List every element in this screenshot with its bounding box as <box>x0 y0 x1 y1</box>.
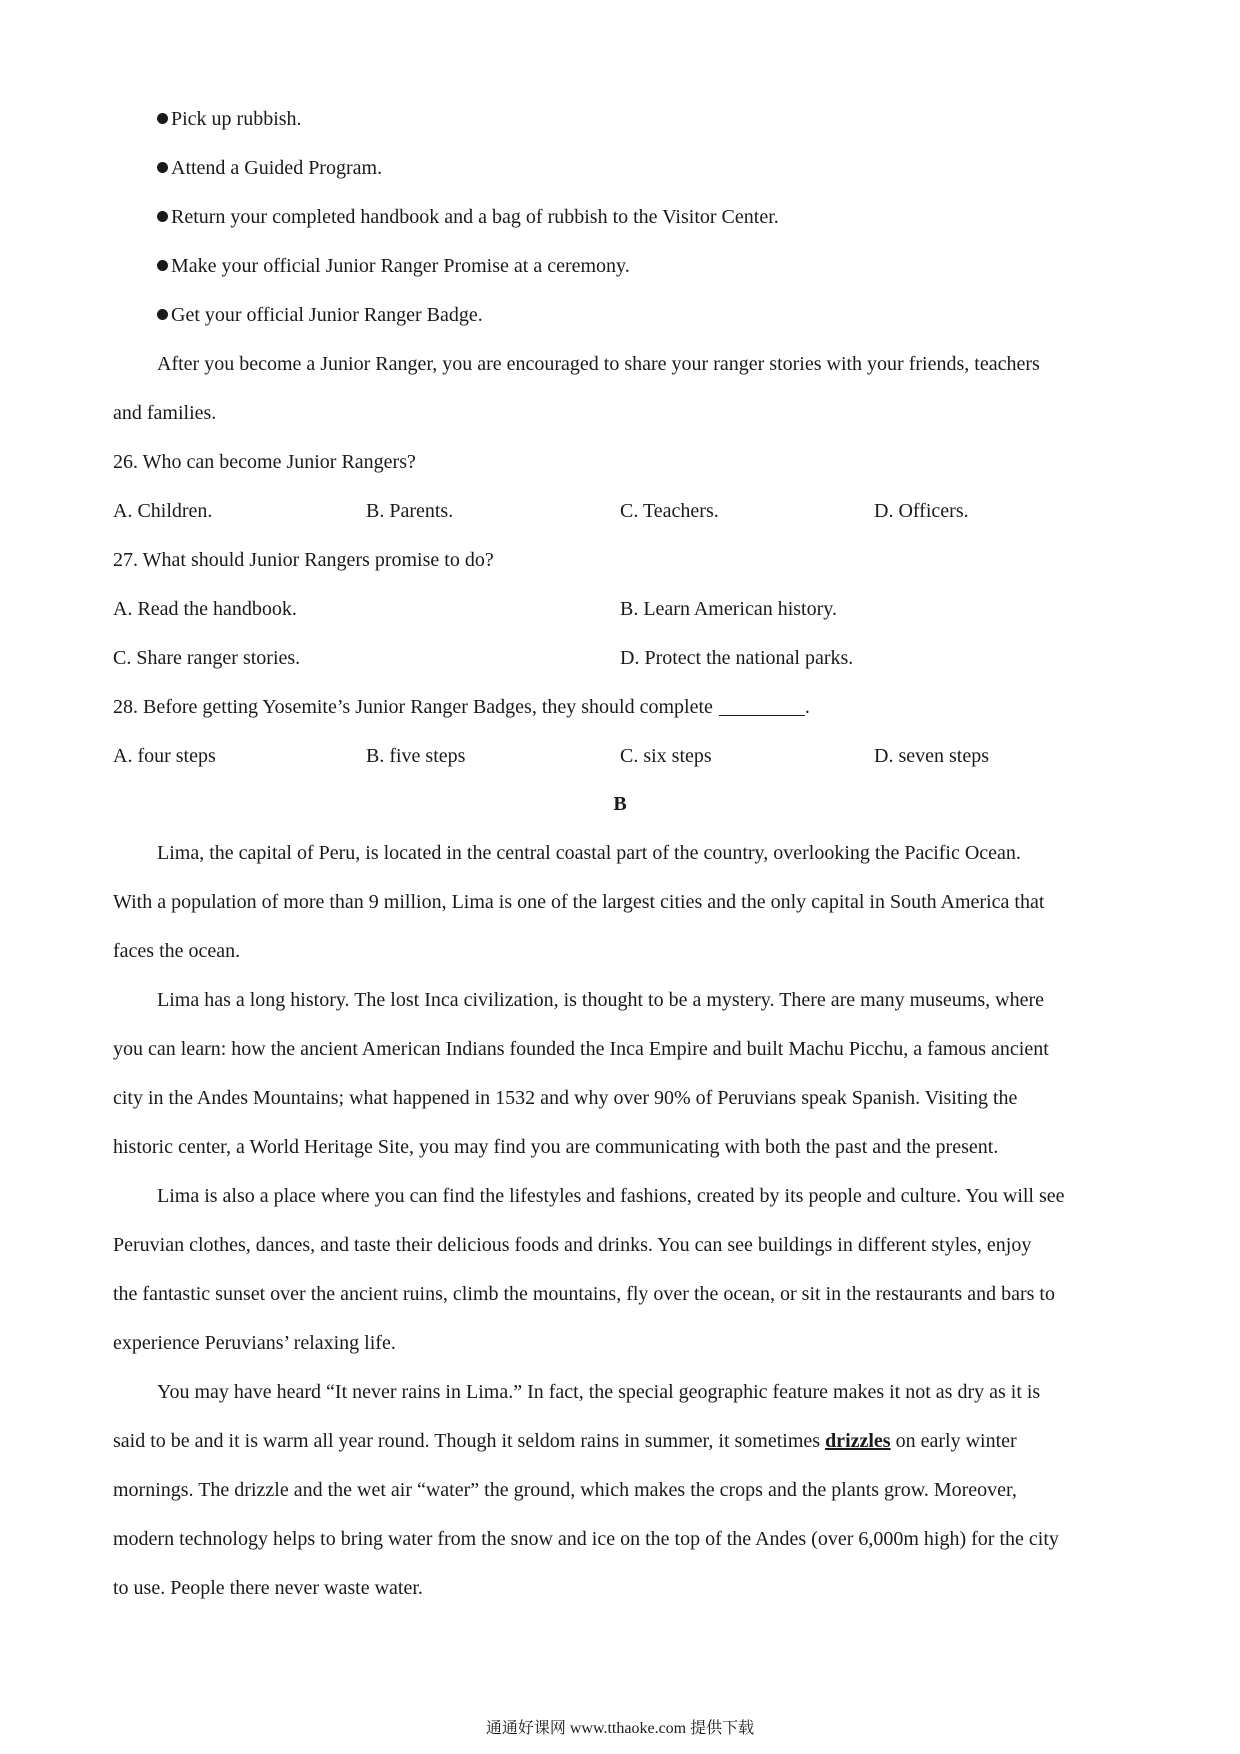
paragraph-line: You may have heard “It never rains in Lima.” In fact, the special geographic feature makes it not as dry as it is <box>157 1381 1041 1403</box>
paragraph-line: and families. <box>113 402 217 424</box>
bullet-icon <box>157 113 168 124</box>
question-26-option-b: B. Parents. <box>366 500 454 522</box>
paragraph-line: mornings. The drizzle and the wet air “water” the ground, which makes the crops and the plants grow. Moreover, <box>113 1479 1017 1501</box>
question-28-option-b: B. five steps <box>366 745 466 767</box>
question-27-option-c: C. Share ranger stories. <box>113 647 301 669</box>
step-item: Return your completed handbook and a bag of rubbish to the Visitor Center. <box>157 204 779 230</box>
paragraph-line: historic center, a World Heritage Site, you may find you are communicating with both the past and the present. <box>113 1136 999 1158</box>
question-26-stem: 26. Who can become Junior Rangers? <box>113 451 416 473</box>
question-28-stem: 28. Before getting Yosemite’s Junior Ranger Badges, they should complete . <box>113 696 810 718</box>
bullet-icon <box>157 211 168 222</box>
paragraph-line: you can learn: how the ancient American Indians founded the Inca Empire and built Machu Picchu, a famous ancient <box>113 1038 1049 1060</box>
question-27-option-b: B. Learn American history. <box>620 598 837 620</box>
paragraph-line: city in the Andes Mountains; what happened in 1532 and why over 90% of Peruvians speak Spanish. Visiting the <box>113 1087 1018 1109</box>
step-item: Make your official Junior Ranger Promise at a ceremony. <box>157 253 630 279</box>
question-28-option-d: D. seven steps <box>874 745 989 767</box>
question-26-option-c: C. Teachers. <box>620 500 719 522</box>
paragraph-line: said to be and it is warm all year round. Though it seldom rains in summer, it sometimes drizzles on early winter <box>113 1430 1017 1452</box>
section-title: B <box>613 793 627 815</box>
step-item: Attend a Guided Program. <box>157 155 382 181</box>
bullet-icon <box>157 260 168 271</box>
step-item: Get your official Junior Ranger Badge. <box>157 302 483 328</box>
paragraph-line: With a population of more than 9 million, Lima is one of the largest cities and the only capital in South America that <box>113 891 1045 913</box>
paragraph-line: Lima, the capital of Peru, is located in the central coastal part of the country, overlooking the Pacific Ocean. <box>157 842 1021 864</box>
paragraph-line: to use. People there never waste water. <box>113 1577 423 1599</box>
underlined-word: drizzles <box>825 1430 891 1452</box>
question-26-option-d: D. Officers. <box>874 500 969 522</box>
paragraph-line: After you become a Junior Ranger, you are encouraged to share your ranger stories with your friends, teachers <box>157 353 1040 375</box>
paragraph-line: Lima is also a place where you can find the lifestyles and fashions, created by its people and culture. You will see <box>157 1185 1065 1207</box>
paragraph-line: faces the ocean. <box>113 940 241 962</box>
bullet-icon <box>157 162 168 173</box>
question-27-option-d: D. Protect the national parks. <box>620 647 854 669</box>
question-26-option-a: A. Children. <box>113 500 213 522</box>
paragraph-line: Peruvian clothes, dances, and taste their delicious foods and drinks. You can see buildings in different styles, enjoy <box>113 1234 1032 1256</box>
question-27-option-a: A. Read the handbook. <box>113 598 297 620</box>
paragraph-line: Lima has a long history. The lost Inca civilization, is thought to be a mystery. There are many museums, where <box>157 989 1045 1011</box>
answer-blank <box>719 697 805 716</box>
footer-text: 通通好课网 www.tthaoke.com 提供下载 <box>485 1720 755 1737</box>
question-28-option-c: C. six steps <box>620 745 712 767</box>
bullet-icon <box>157 309 168 320</box>
paragraph-line: modern technology helps to bring water from the snow and ice on the top of the Andes (over 6,000m high) for the city <box>113 1528 1059 1550</box>
question-27-stem: 27. What should Junior Rangers promise to do? <box>113 549 494 571</box>
paragraph-line: the fantastic sunset over the ancient ruins, climb the mountains, fly over the ocean, or sit in the restaurants and bars to <box>113 1283 1055 1305</box>
question-28-option-a: A. four steps <box>113 745 216 767</box>
step-item: Pick up rubbish. <box>157 106 302 132</box>
paragraph-line: experience Peruvians’ relaxing life. <box>113 1332 396 1354</box>
